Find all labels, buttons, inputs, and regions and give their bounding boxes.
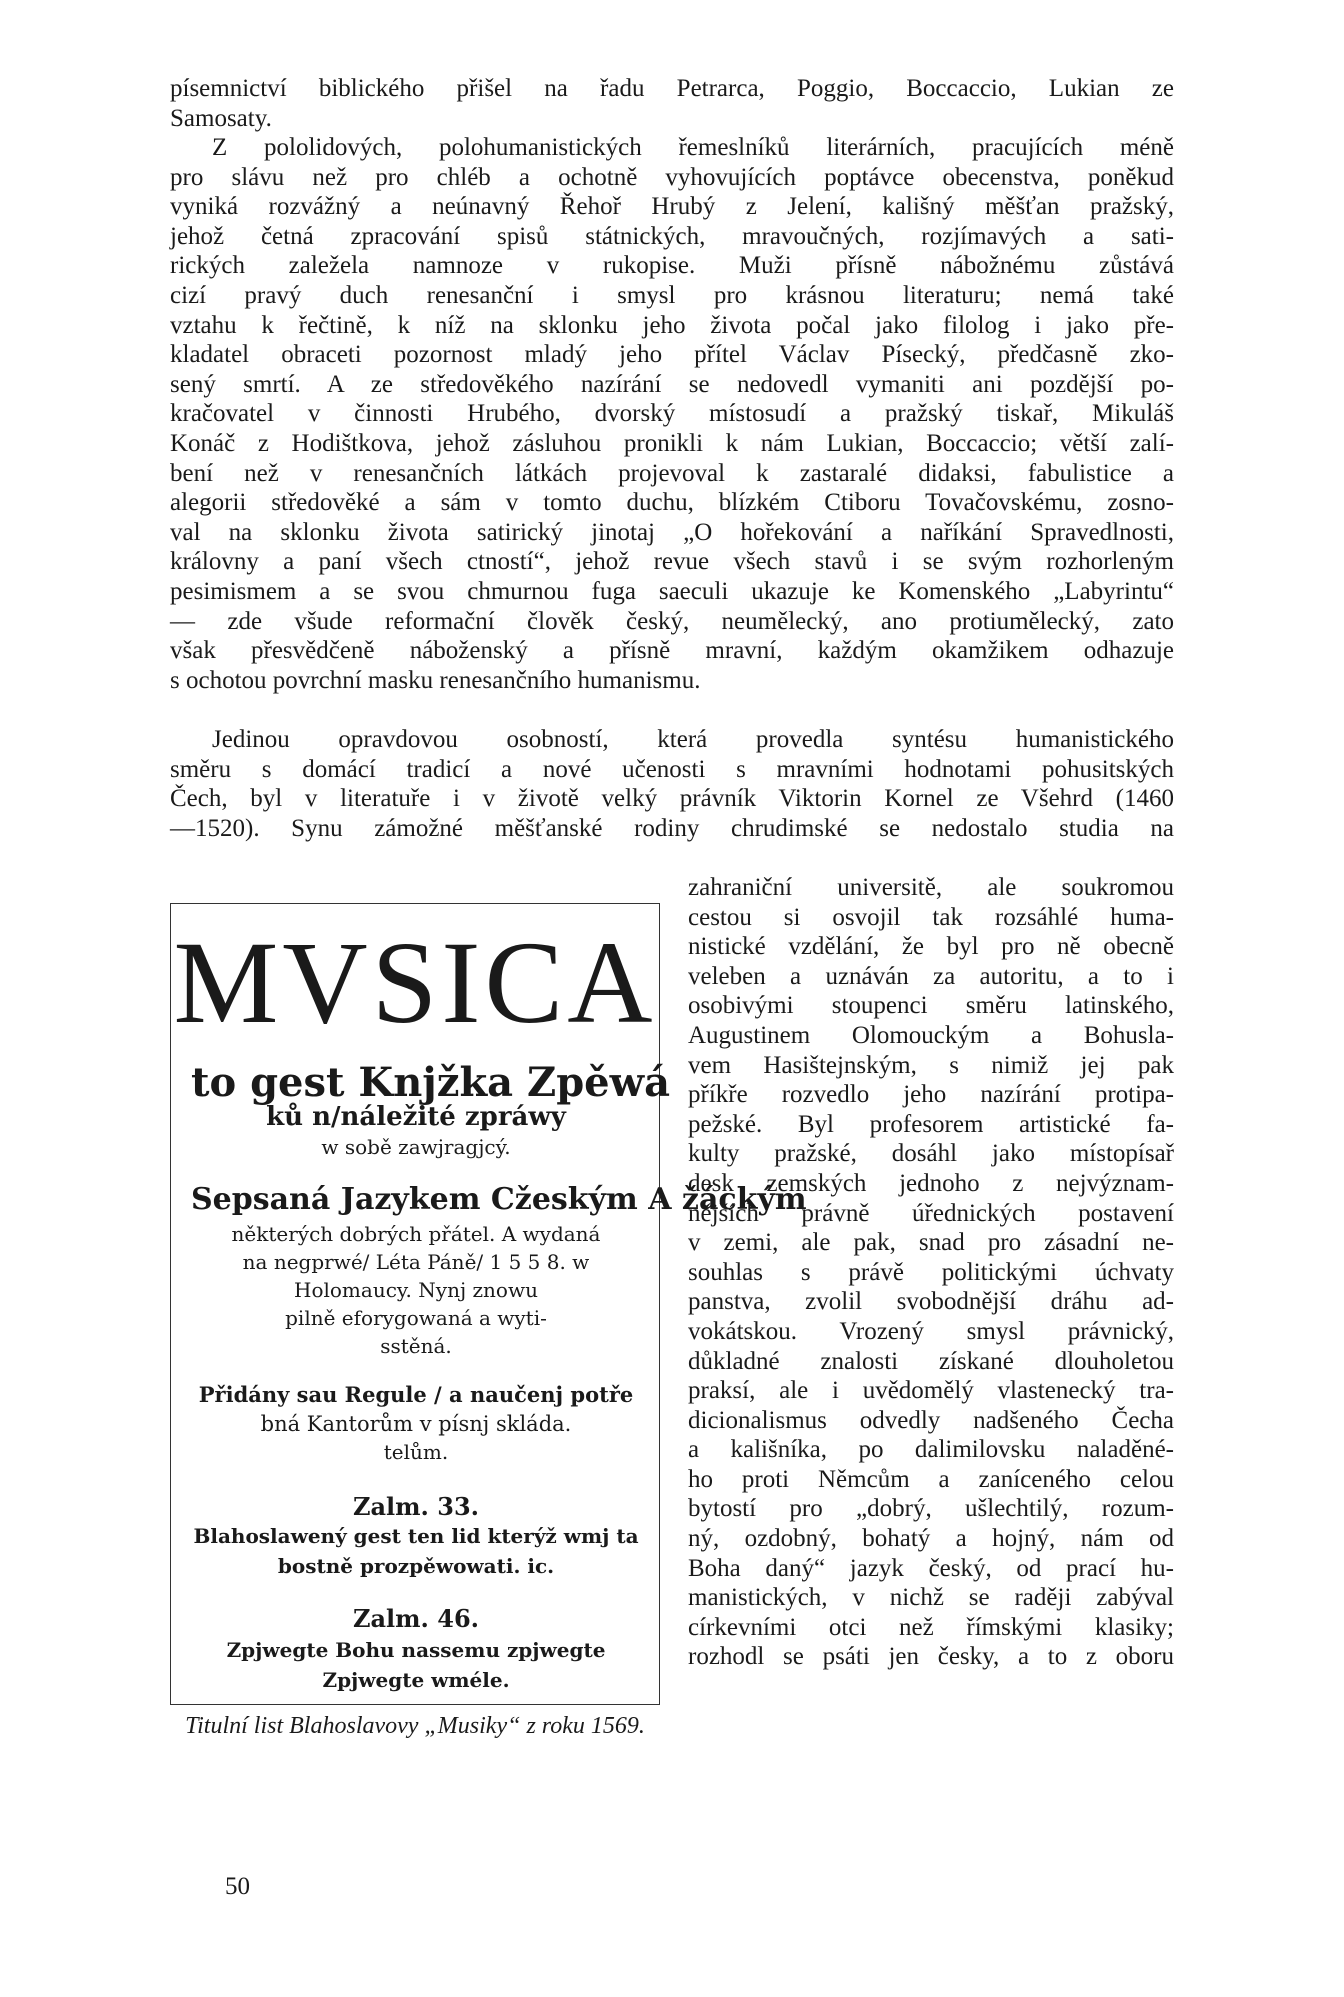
text-line: Augustinem Olomouckým a Bohusla- bbox=[688, 1021, 1174, 1049]
text-line: souhlas s právě politickými úchvaty bbox=[688, 1258, 1174, 1286]
paragraph-vsehrd-continued bbox=[688, 873, 1174, 1672]
text-line: písemnictví biblického přišel na řadu Petrarca, Poggio, Boccaccio, Lukian ze bbox=[170, 75, 1174, 102]
figure-text-line: na negprwé/ Léta Páně/ 1 5 5 8. w bbox=[242, 1250, 590, 1274]
figure-text-line: Holomaucy. Nynj znowu bbox=[294, 1278, 538, 1302]
figure-text-line: Zpjwegte wméle. bbox=[322, 1668, 510, 1692]
text-line: důkladné znalosti získané dlouholetou bbox=[688, 1347, 1174, 1375]
text-line: bytostí pro „dobrý, ušlechtilý, rozum- bbox=[688, 1495, 1174, 1523]
figure-text-line: bná Kantorům v písnj skláda. bbox=[260, 1412, 572, 1436]
text-line: rických zaležela namnoze v rukopise. Muži přísně nábožnému zůstává bbox=[170, 252, 1174, 280]
text-line: nistické vzdělání, že byl pro ně obecně bbox=[688, 933, 1174, 961]
text-line: Samosaty. bbox=[170, 104, 272, 132]
text-line: dicionalismus odvedly nadšeného Čecha bbox=[688, 1406, 1174, 1434]
text-line: ný, ozdobný, bohatý a hojný, nám od bbox=[688, 1525, 1174, 1553]
text-line: s ochotou povrchní masku renesančního humanismu. bbox=[170, 666, 701, 694]
text-line: příkře rozvedlo jeho nazírání protipa- bbox=[688, 1081, 1174, 1109]
paragraph-vsehrd bbox=[170, 725, 1174, 843]
figure-text-line: Blahoslawený gest ten lid kterýž wmj ta bbox=[193, 1524, 639, 1548]
text-line: vem Hasištejnským, s nimiž jej pak bbox=[688, 1051, 1174, 1079]
figure-text-line: Sepsaná Jazykem Cžeským A žáckým bbox=[191, 1182, 807, 1217]
text-line: bení než v renesančních látkách projevoval k zastaralé didaksi, fabulistice a bbox=[170, 459, 1174, 487]
figure-text-line: Přidány sau Regule / a naučenj potře bbox=[198, 1382, 634, 1407]
text-line: jehož četná zpracování spisů státnických, mravoučných, rozjímavých a sati- bbox=[170, 222, 1174, 250]
text-line: veleben a uznáván za autoritu, a to i bbox=[688, 962, 1174, 990]
text-line: vokátskou. Vrozený smysl právnický, bbox=[688, 1317, 1174, 1345]
text-line: osobivými stoupenci směru latinského, bbox=[688, 992, 1174, 1020]
text-line: pesimismem a se svou chmurnou fuga saeculi ukazuje ke Komenského „Labyrintu“ bbox=[170, 577, 1174, 605]
figure-title: MVSICA bbox=[173, 917, 657, 1048]
text-line: Jedinou opravdovou osobností, která provedla syntésu humanistického bbox=[212, 726, 1174, 753]
text-line: Čech, byl v literatuře i v životě velký právník Viktorin Kornel ze Všehrd (1460 bbox=[170, 785, 1174, 813]
text-line: a kališníka, po dalimilovsku naladěné- bbox=[688, 1436, 1174, 1464]
text-line: pro slávu než pro chléb a ochotně vyhovujících poptávce obecenstva, poněkud bbox=[170, 163, 1174, 191]
text-line: val na sklonku života satirický jinotaj „O hořekování a naříkání Spravedlnosti, bbox=[170, 518, 1174, 546]
text-line: v zemi, ale pak, snad pro zásadní ne- bbox=[688, 1229, 1174, 1257]
figure-text-line: některých dobrých přátel. A wydaná bbox=[231, 1222, 601, 1246]
text-line: panstva, zvolil svobodnější dráhu ad- bbox=[688, 1288, 1174, 1316]
text-line: královny a paní všech ctností“, jehož revue všech stavů i se svým rozhorleným bbox=[170, 548, 1174, 576]
text-line: kračovatel v činnosti Hrubého, dvorský místosudí a pražský tiskař, Mikuláš bbox=[170, 400, 1174, 428]
page-number: 50 bbox=[225, 1873, 250, 1900]
text-line: sený smrtí. A ze středověkého nazírání se nedovedl vymaniti ani pozdější po- bbox=[170, 370, 1174, 398]
text-line: kulty pražské, dosáhl jako místopísař bbox=[688, 1140, 1174, 1168]
text-line: církevními otci než římskými klasiky; bbox=[688, 1613, 1174, 1641]
text-line: cizí pravý duch renesanční i smysl pro krásnou literaturu; nemá také bbox=[170, 281, 1174, 309]
text-line: vyniká rozvážný a neúnavný Řehoř Hrubý z Jelení, kališný měšťan pražský, bbox=[170, 193, 1174, 221]
paragraph-hruby bbox=[170, 133, 1174, 695]
text-line: však přesvědčeně náboženský a přísně mravní, každým okamžikem odhazuje bbox=[170, 637, 1174, 665]
text-line: kladatel obraceti pozornost mladý jeho přítel Václav Písecký, předčasně zko- bbox=[170, 341, 1174, 369]
figure-text-line: ků n/náležité zpráwy bbox=[266, 1102, 566, 1132]
text-line: Konáč z Hodištkova, jehož zásluhou pronikli k nám Lukian, Boccaccio; větší zalí- bbox=[170, 429, 1174, 457]
figure-text-line: w sobě zawjragjcý. bbox=[321, 1135, 511, 1159]
text-line: směru s domácí tradicí a nové učenosti s mravními hodnotami pohusitských bbox=[170, 755, 1174, 783]
text-line: alegorii středověké a sám v tomto duchu, blízkém Ctiboru Tovačovskému, zosno- bbox=[170, 489, 1174, 517]
text-line: zahraniční universitě, ale soukromou bbox=[688, 874, 1174, 901]
figure-text-line: sstěná. bbox=[380, 1334, 452, 1358]
figure-text-line: Zalm. 33. bbox=[352, 1492, 480, 1521]
text-line: pežské. Byl profesorem artistické fa- bbox=[688, 1110, 1174, 1138]
text-line: nějších právně úřednických postavení bbox=[688, 1199, 1174, 1227]
opening-text bbox=[170, 74, 1174, 133]
text-line: —1520). Synu zámožné měšťanské rodiny chrudimské se nedostalo studia na bbox=[170, 814, 1174, 842]
text-line: cestou si osvojil tak rozsáhlé huma- bbox=[688, 903, 1174, 931]
text-line: Boha daný“ jazyk český, od prací hu- bbox=[688, 1554, 1174, 1582]
title-page-facsimile bbox=[171, 904, 807, 1704]
text-line: desk zemských jednoho z nejvýznam- bbox=[688, 1169, 1174, 1197]
figure-text-line: bostně prozpěwowati. ic. bbox=[277, 1554, 555, 1578]
text-line: — zde všude reformační člověk český, neumělecký, ano protiumělecký, zato bbox=[170, 607, 1174, 635]
text-line: rozhodl se psáti jen česky, a to z oboru bbox=[688, 1643, 1174, 1671]
figure-text-line: pilně eforygowaná a wyti- bbox=[285, 1306, 547, 1330]
text-line: praksí, ale i uvědomělý vlastenecký tra- bbox=[688, 1377, 1174, 1405]
figure-caption: Titulní list Blahoslavovy „Musiky“ z roku 1569. bbox=[185, 1713, 645, 1739]
figure-text-line: Zpjwegte Bohu nassemu zpjwegte bbox=[226, 1638, 606, 1662]
figure-title-page bbox=[170, 903, 807, 1705]
figure-text-line: to gest Knjžka Zpěwá bbox=[191, 1059, 670, 1106]
text-line: Z pololidových, polohumanistických řemeslníků literárních, pracujících méně bbox=[212, 134, 1174, 161]
figure-text-line: Zalm. 46. bbox=[352, 1604, 480, 1633]
text-line: ho proti Němcům a zaníceného celou bbox=[688, 1465, 1174, 1493]
text-line: manistických, v nichž se raději zabýval bbox=[688, 1584, 1174, 1612]
text-line: vztahu k řečtině, k níž na sklonku jeho života počal jako filolog i jako pře- bbox=[170, 311, 1174, 339]
figure-text-line: telům. bbox=[383, 1440, 449, 1464]
